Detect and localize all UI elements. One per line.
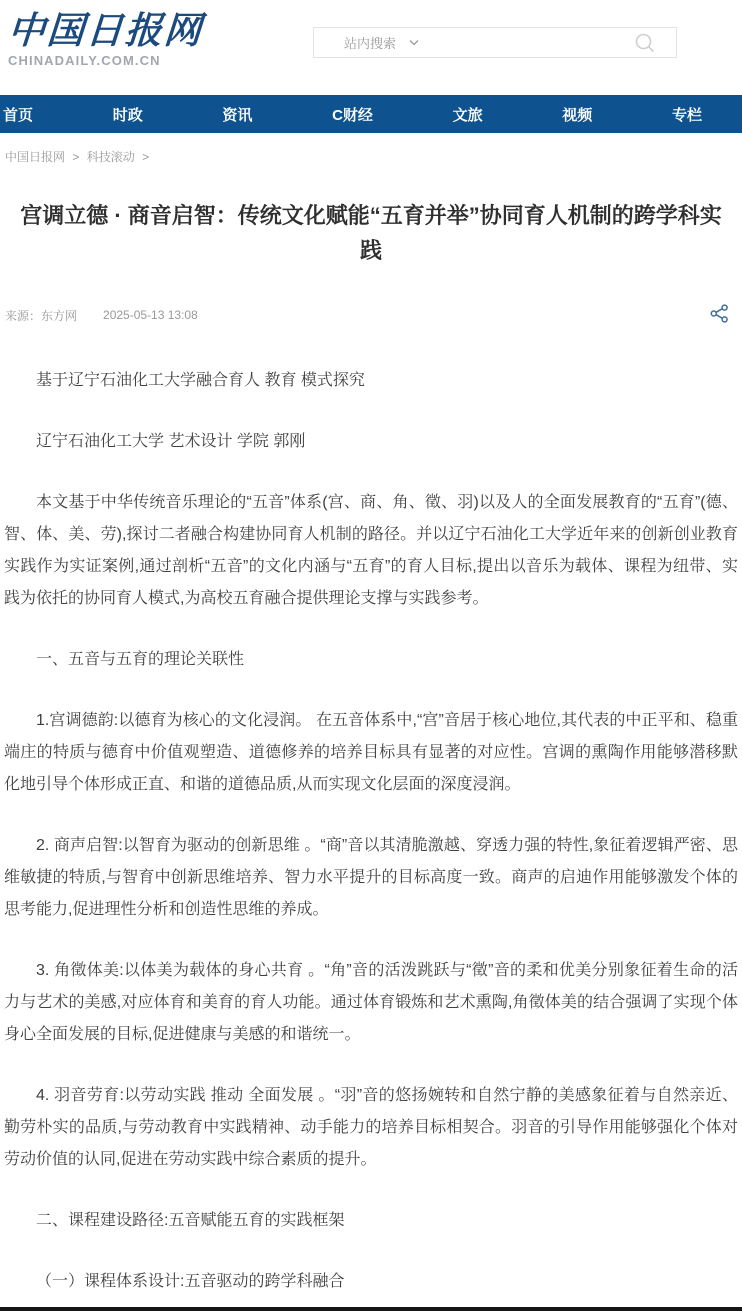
article-title: 宫调立德 · 商音启智：传统文化赋能“五育并举”协同育人机制的跨学科实践 [20,203,722,263]
article-paragraph: 辽宁石油化工大学 艺术设计 学院 郭刚 [36,433,306,450]
article-source: 来源：东方网 [5,308,78,323]
site-logo[interactable] [8,10,203,68]
breadcrumb-separator: > [142,150,150,164]
share-button[interactable] [710,304,729,326]
breadcrumb-link-section[interactable]: 科技滚动 [86,150,135,164]
nav-item-politics[interactable]: 时政 [112,106,143,124]
article-paragraph: 4. 羽音劳育:以劳动实践 推动 全面发展 。“羽”音的悠扬婉转和自然宁静的美感象征着与自然亲近、勤劳朴实的品质,与劳动教育中实践精神、动手能力的培养目标相契合。羽音的引导作用能够强化个体对劳动价值的认同,促进在劳动实践中综合素质的提升。 [4,1087,738,1168]
article-paragraph: 本文基于中华传统音乐理论的“五音”体系(宫、商、角、徵、羽)以及人的全面发展教育的“五育”(德、智、体、美、劳),探讨二者融合构建协同育人机制的路径。并以辽宁石油化工大学近年来的创新创业教育实践作为实证案例,通过剖析“五音”的文化内涵与“五育”的育人目标,提出以音乐为载体、课程为纽带、实践为依托的协同育人模式,为高校五育融合提供理论支撑与实践参考。 [4,494,738,607]
chevron-down-icon [409,39,419,46]
nav-item-news[interactable]: 资讯 [222,106,253,124]
search-scope-label: 站内搜索 [344,36,397,51]
nav-item-culture-travel[interactable]: 文旅 [452,106,483,124]
share-nodes-icon [710,304,729,323]
article-meta-left [5,307,198,324]
nav-item-home[interactable]: 首页 [3,106,34,124]
article-paragraph: 基于辽宁石油化工大学融合育人 教育 模式探究 [36,372,365,389]
article-datetime: 2025-05-13 13:08 [103,308,198,322]
nav-item-column[interactable]: 专栏 [671,106,702,124]
main-nav [0,95,742,133]
article-meta [5,304,737,326]
breadcrumb [5,148,742,165]
site-search[interactable] [313,27,677,58]
magnifier-icon [634,32,656,54]
search-button[interactable] [634,32,656,57]
article-paragraph: 3. 角徵体美:以体美为载体的身心共育 。“角”音的活泼跳跃与“徵”音的柔和优美分别象征着生命的活力与艺术的美感,对应体育和美育的育人功能。通过体育锻炼和艺术熏陶,角徵体美的结合强调了实现个体身心全面发展的目标,促进健康与美感的和谐统一。 [4,962,738,1043]
nav-item-finance[interactable]: C财经 [332,106,373,124]
article-paragraph: 1.宫调德韵:以德育为核心的文化浸润。 在五音体系中,“宫”音居于核心地位,其代表的中正平和、稳重端庄的特质与德育中价值观塑造、道德修养的培养目标具有显著的对应性。宫调的熏陶作用能够潜移默化地引导个体形成正直、和谐的道德品质,从而实现文化层面的深度浸润。 [4,712,738,793]
article-paragraph: 2. 商声启智:以智育为驱动的创新思维 。“商”音以其清脆激越、穿透力强的特性,象征着逻辑严密、思维敏捷的特质,与智育中创新思维培养、智力水平提升的目标高度一致。商声的启迪作用能够激发个体的思考能力,促进理性分析和创造性思维的养成。 [4,837,738,918]
site-header [0,0,742,95]
bottom-divider [0,1307,742,1311]
article-body [4,365,738,1298]
article-section-heading: 二、课程建设路径:五音赋能五育的实践框架 [36,1212,345,1229]
nav-item-video[interactable]: 视频 [562,106,593,124]
article-subsection-heading: （一）课程体系设计:五音驱动的跨学科融合 [36,1273,345,1290]
site-logo-chinese: 中国日报网 [6,8,205,52]
breadcrumb-link-home[interactable]: 中国日报网 [5,150,66,164]
breadcrumb-separator: > [72,150,80,164]
article-section-heading: 一、五音与五育的理论关联性 [36,651,245,668]
search-scope-select[interactable] [344,33,419,52]
site-logo-english: CHINADAILY.COM.CN [8,53,161,68]
